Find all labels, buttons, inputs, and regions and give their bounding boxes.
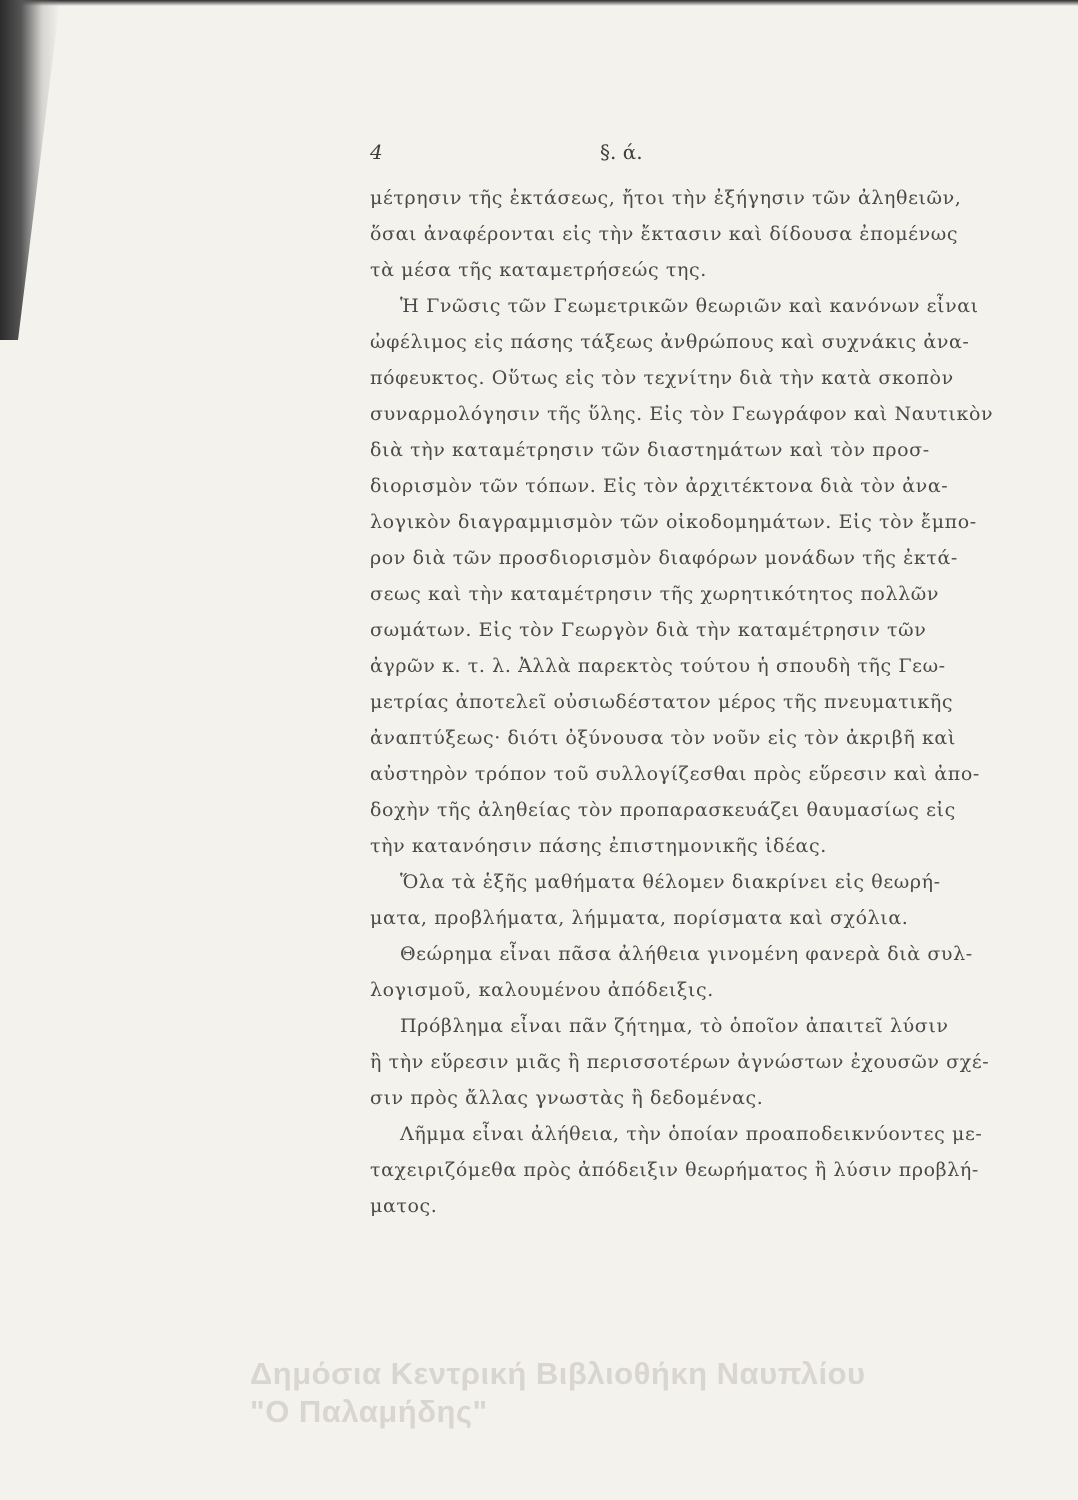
scan-top-edge: [0, 0, 1078, 6]
library-watermark: [250, 1355, 1070, 1431]
text-line: δοχὴν τῆς ἀληθείας τὸν προπαρασκευάζει θαυμασίως εἰς: [370, 799, 956, 821]
text-line: σωμάτων. Εἰς τὸν Γεωργὸν διὰ τὴν καταμέτρησιν τῶν: [370, 619, 927, 641]
text-line: Θεώρημα εἶναι πᾶσα ἀλήθεια γινομένη φανερὰ διὰ συλ-: [400, 943, 973, 965]
text-line: λογικὸν διαγραμμισμὸν τῶν οἰκοδομημάτων. Εἰς τὸν ἔμπο-: [370, 511, 977, 533]
watermark-line: Δημόσια Κεντρική Βιβλιοθήκη Ναυπλίου: [250, 1356, 866, 1391]
text-line: σιν πρὸς ἄλλας γνωστὰς ἢ δεδομένας.: [370, 1087, 764, 1109]
text-line: λογισμοῦ, καλουμένου ἀπόδειξις.: [370, 979, 714, 1001]
text-line: μετρίας ἀποτελεῖ οὐσιωδέστατον μέρος τῆς πνευματικῆς: [370, 691, 954, 713]
text-line: μέτρησιν τῆς ἐκτάσεως, ἤτοι τὴν ἐξήγησιν τῶν ἀληθειῶν,: [370, 187, 962, 209]
text-line: πόφευκτος. Οὕτως εἰς τὸν τεχνίτην διὰ τὴν κατὰ σκοπὸν: [370, 367, 954, 389]
text-line: ὠφέλιμος εἰς πάσης τάξεως ἀνθρώπους καὶ συχνάκις ἀνα-: [370, 331, 970, 353]
text-line: ἀγρῶν κ. τ. λ. Ἀλλὰ παρεκτὸς τούτου ἡ σπουδὴ τῆς Γεω-: [370, 655, 946, 677]
text-line: τὴν κατανόησιν πάσης ἐπιστημονικῆς ἰδέας.: [370, 835, 827, 857]
text-line: Πρόβλημα εἶναι πᾶν ζήτημα, τὸ ὁποῖον ἀπαιτεῖ λύσιν: [400, 1015, 949, 1037]
text-line: συναρμολόγησιν τῆς ὕλης. Εἰς τὸν Γεωγράφον καὶ Ναυτικὸν: [370, 403, 994, 425]
text-line: ἀναπτύξεως· διότι ὀξύνουσα τὸν νοῦν εἰς τὸν ἀκριβῆ καὶ: [370, 727, 956, 749]
scan-binding-shadow: [0, 0, 60, 340]
text-line: διὰ τὴν καταμέτρησιν τῶν διαστημάτων καὶ τὸν προσ-: [370, 439, 930, 461]
text-line: διορισμὸν τῶν τόπων. Εἰς τὸν ἀρχιτέκτονα διὰ τὸν ἀνα-: [370, 475, 949, 497]
running-head: [370, 140, 770, 170]
text-line: ὅσαι ἀναφέρονται εἰς τὴν ἔκτασιν καὶ δίδουσα ἐπομένως: [370, 223, 959, 245]
section-mark: §. ά.: [600, 140, 643, 164]
text-line: ματα, προβλήματα, λήμματα, πορίσματα καὶ σχόλια.: [370, 907, 909, 929]
body-text: [370, 180, 994, 1224]
text-line: ἢ τὴν εὕρεσιν μιᾶς ἢ περισσοτέρων ἀγνώστων ἐχουσῶν σχέ-: [370, 1051, 990, 1073]
text-line: ρον διὰ τῶν προσδιορισμὸν διαφόρων μονάδων τῆς ἐκτά-: [370, 547, 958, 569]
watermark-line: "Ο Παλαμήδης": [250, 1394, 488, 1429]
text-line: Λῆμμα εἶναι ἀλήθεια, τὴν ὁποίαν προαποδεικνύοντες με-: [400, 1123, 983, 1145]
text-line: Ἡ Γνῶσις τῶν Γεωμετρικῶν θεωριῶν καὶ κανόνων εἶναι: [400, 295, 979, 317]
text-line: σεως καὶ τὴν καταμέτρησιν τῆς χωρητικότητος πολλῶν: [370, 583, 939, 605]
text-line: ματος.: [370, 1195, 438, 1217]
page-number: 4: [370, 140, 383, 164]
text-line: τὰ μέσα τῆς καταμετρήσεώς της.: [370, 259, 707, 281]
text-line: Ὅλα τὰ ἑξῆς μαθήματα θέλομεν διακρίνει εἰς θεωρή-: [400, 871, 941, 893]
text-line: ταχειριζόμεθα πρὸς ἀπόδειξιν θεωρήματος ἢ λύσιν προβλή-: [370, 1159, 979, 1181]
text-line: αὐστηρὸν τρόπον τοῦ συλλογίζεσθαι πρὸς εὕρεσιν καὶ ἀπο-: [370, 763, 980, 785]
